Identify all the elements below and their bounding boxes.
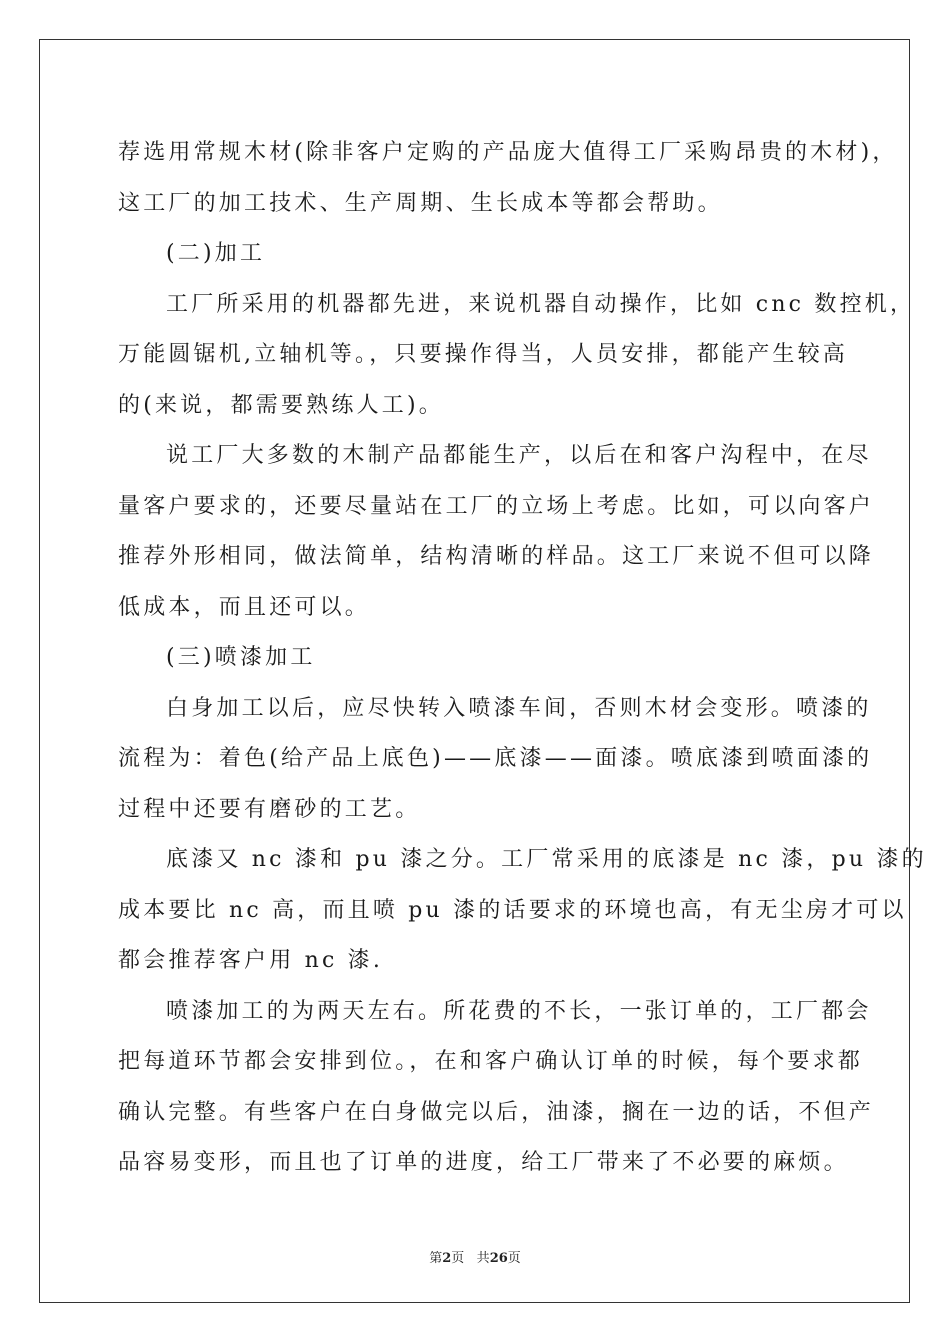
text-line: 品容易变形，而且也了订单的进度，给工厂带来了不必要的麻烦。 — [118, 1150, 849, 1175]
text-line: 成本要比 nc 高，而且喷 pu 漆的话要求的环境也高，有无尘房才可以 — [118, 897, 907, 923]
footer-total-suffix: 页 — [507, 1251, 521, 1266]
text-line: 荐选用常规木材(除非客户定购的产品庞大值得工厂采购昂贵的木材)， — [118, 140, 898, 165]
text-line: 这工厂的加工技术、生产周期、生长成本等都会帮助。 — [118, 190, 723, 216]
text-line: 确认完整。有些客户在白身做完以后，油漆，搁在一边的话，不但产 — [118, 1099, 875, 1125]
text-line: (三)喷漆加工 — [166, 645, 316, 670]
text-line: (二)加工 — [166, 241, 266, 266]
document-body — [118, 128, 927, 1189]
text-line: 白身加工以后，应尽快转入喷漆车间，否则木材会变形。喷漆的 — [166, 695, 872, 721]
text-line: 的(来说，都需要熟练人工)。 — [118, 392, 444, 418]
page-footer — [0, 1247, 950, 1266]
footer-prefix: 第 — [429, 1251, 443, 1266]
footer-total-pages: 26 — [489, 1251, 508, 1266]
text-line: 底漆又 nc 漆和 pu 漆之分。工厂常采用的底漆是 nc 漆，pu 漆的 — [166, 847, 927, 872]
footer-page-number: 2 — [442, 1251, 452, 1266]
text-line: 过程中还要有磨砂的工艺。 — [118, 796, 421, 822]
text-line: 喷漆加工的为两天左右。所花费的不长，一张订单的，工厂都会 — [166, 998, 872, 1024]
text-line: 万能圆锯机,立轴机等。，只要操作得当，人员安排，都能产生较高 — [118, 342, 848, 367]
text-line: 低成本，而且还可以。 — [118, 594, 371, 620]
text-line: 把每道环节都会安排到位。，在和客户确认订单的时候，每个要求都 — [118, 1049, 864, 1074]
footer-total-prefix: 共 — [476, 1251, 490, 1266]
text-line: 量客户要求的，还要尽量站在工厂的立场上考虑。比如，可以向客户 — [118, 493, 875, 519]
text-line: 都会推荐客户用 nc 漆. — [118, 948, 384, 973]
text-line: 流程为：着色(给产品上底色)——底漆——面漆。喷底漆到喷面漆的 — [118, 746, 873, 771]
text-line: 推荐外形相同，做法简单，结构清晰的样品。这工厂来说不但可以降 — [118, 544, 875, 569]
text-line: 说工厂大多数的木制产品都能生产，以后在和客户沟程中，在尽 — [166, 443, 872, 468]
text-line: 工厂所采用的机器都先进，来说机器自动操作，比如 cnc 数控机， — [166, 291, 916, 317]
footer-page-suffix: 页 — [451, 1251, 465, 1266]
